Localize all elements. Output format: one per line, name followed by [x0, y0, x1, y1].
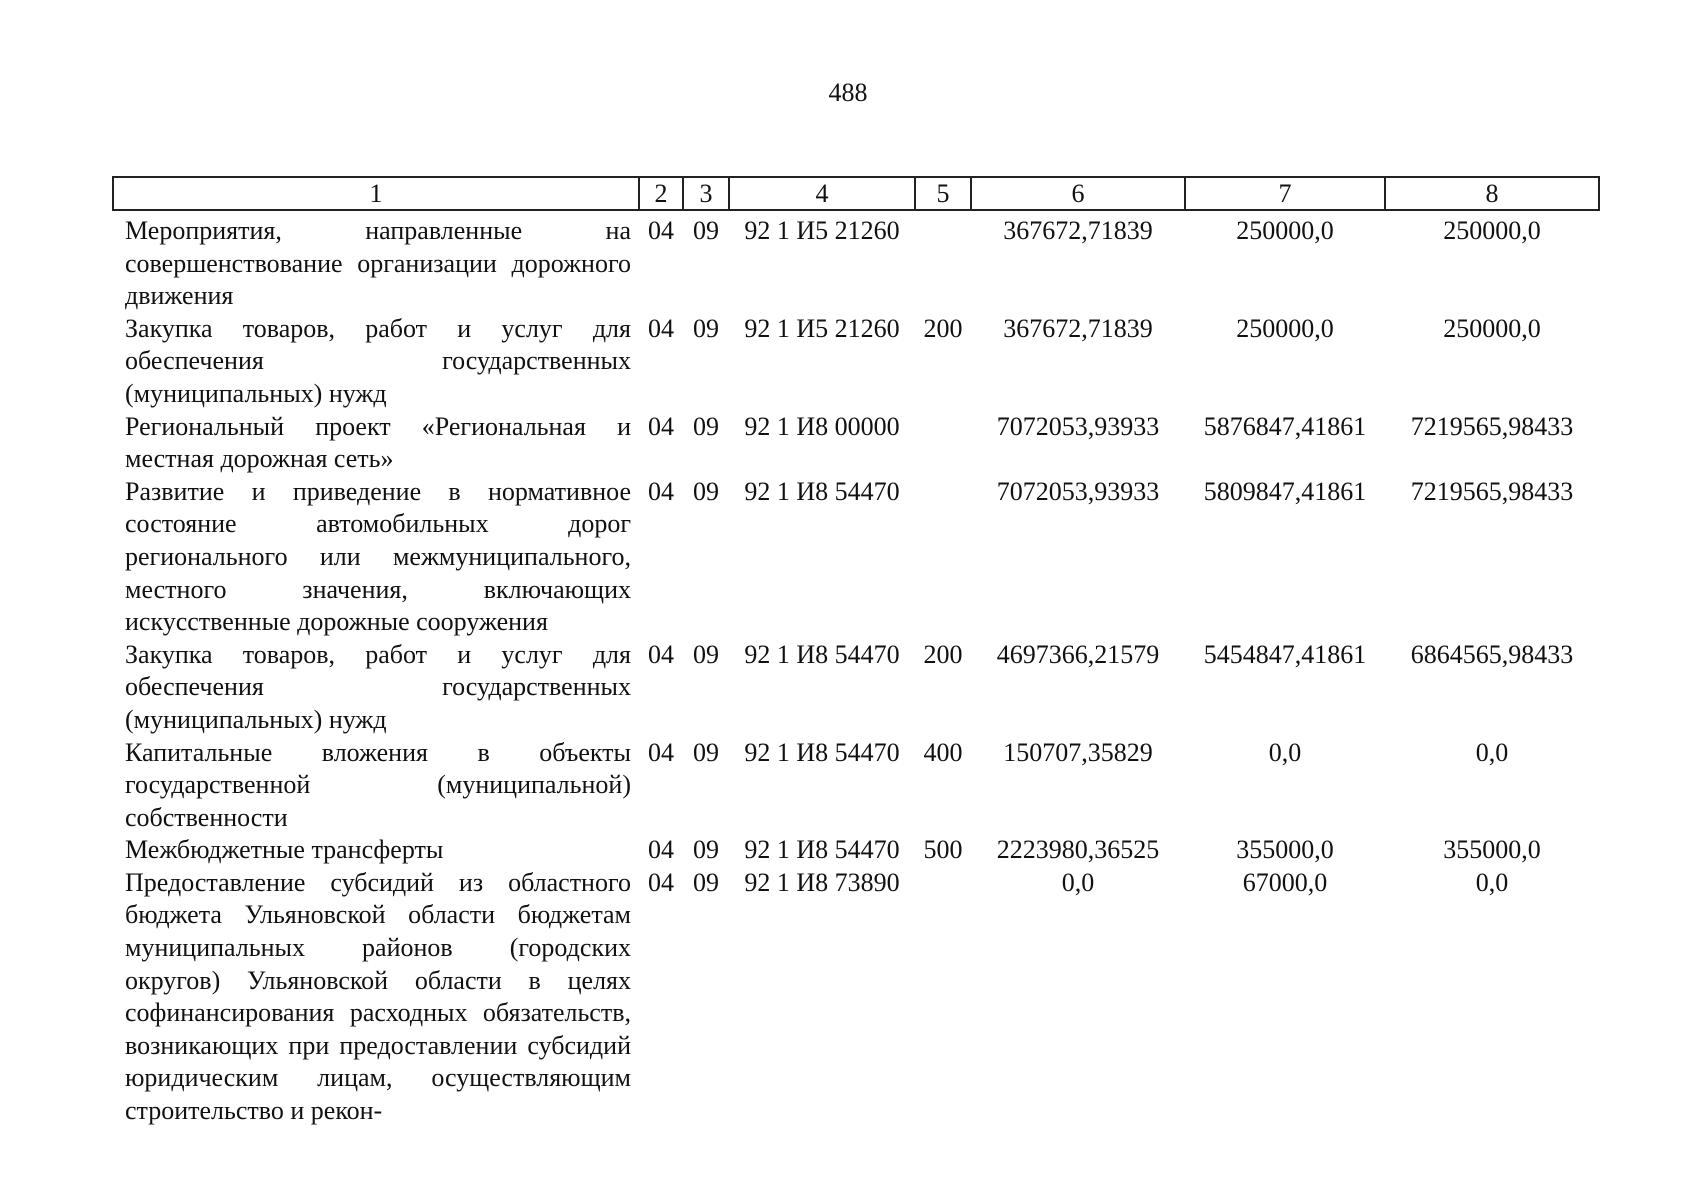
column-header: 5: [915, 177, 971, 210]
section-code: 04: [648, 476, 674, 506]
table-row: [113, 737, 1599, 835]
expense-type-code: 500: [923, 835, 963, 865]
column-header: 1: [113, 177, 639, 210]
amount-col6: 150707,35829: [1003, 737, 1153, 767]
target-article-code: 92 1 И8 73890: [744, 867, 900, 897]
amount-col6: 7072053,93933: [996, 476, 1160, 506]
row-name: Мероприятия, направленные на совершенствование организации дорожного движения: [125, 216, 631, 311]
subsection-code: 09: [693, 476, 719, 506]
amount-col8: 6864565,98433: [1410, 639, 1574, 669]
subsection-code: 09: [693, 737, 719, 767]
target-article-code: 92 1 И8 54470: [744, 737, 900, 767]
expense-type-code: [915, 867, 971, 1128]
expense-type-code: 400: [923, 737, 963, 767]
subsection-code: 09: [693, 639, 719, 669]
subsection-code: 09: [693, 313, 719, 343]
table-row: [113, 411, 1599, 476]
subsection-code: 09: [693, 867, 719, 897]
amount-col8: 355000,0: [1443, 835, 1541, 865]
budget-table: [112, 176, 1600, 1128]
table-row: [113, 476, 1599, 639]
table-header-row: [113, 177, 1599, 210]
amount-col7: 5809847,41861: [1203, 476, 1367, 506]
table-row: [113, 639, 1599, 737]
subsection-code: 09: [693, 411, 719, 441]
row-name: Развитие и приведение в нормативное состояние автомобильных дорог регионального или межмуниципального, местного значения, включающих искусственные дорожные сооружения: [125, 476, 631, 637]
amount-col6: 4697366,21579: [996, 639, 1160, 669]
section-code: 04: [648, 313, 674, 343]
target-article-code: 92 1 И8 00000: [744, 411, 900, 441]
column-header: 6: [971, 177, 1185, 210]
amount-col7: 355000,0: [1236, 835, 1334, 865]
target-article-code: 92 1 И5 21260: [744, 216, 900, 245]
column-header: 8: [1385, 177, 1599, 210]
amount-col8: 0,0: [1475, 867, 1509, 897]
section-code: 04: [648, 835, 674, 865]
target-article-code: 92 1 И8 54470: [744, 476, 900, 506]
amount-col7: 250000,0: [1236, 313, 1334, 343]
amount-col6: 0,0: [1061, 867, 1095, 897]
target-article-code: 92 1 И8 54470: [744, 835, 900, 865]
row-name: Региональный проект «Региональная и местная дорожная сеть»: [125, 411, 631, 474]
row-name: Закупка товаров, работ и услуг для обеспечения государственных (муниципальных) нужд: [125, 313, 631, 408]
amount-col8: 7219565,98433: [1410, 476, 1574, 506]
expense-type-code: 200: [923, 313, 963, 343]
target-article-code: 92 1 И8 54470: [744, 639, 900, 669]
amount-col6: 2223980,36525: [996, 835, 1160, 865]
amount-col6: 7072053,93933: [996, 411, 1160, 441]
section-code: 04: [648, 639, 674, 669]
expense-type-code: 200: [923, 639, 963, 669]
amount-col7: 0,0: [1268, 737, 1302, 767]
section-code: 04: [648, 411, 674, 441]
amount-col8: 250000,0: [1443, 313, 1541, 343]
amount-col7: 5876847,41861: [1203, 411, 1367, 441]
table-row: [113, 867, 1599, 1128]
section-code: 04: [648, 216, 674, 245]
column-header: 7: [1185, 177, 1385, 210]
subsection-code: 09: [693, 835, 719, 865]
amount-col7: 5454847,41861: [1203, 639, 1367, 669]
column-header: 3: [683, 177, 729, 210]
section-code: 04: [648, 737, 674, 767]
section-code: 04: [648, 867, 674, 897]
amount-col6: 367672,71839: [1003, 313, 1153, 343]
expense-type-code: [915, 210, 971, 313]
expense-type-code: [915, 411, 971, 476]
page-number: 488: [828, 78, 868, 107]
amount-col7: 250000,0: [1236, 216, 1334, 245]
amount-col6: 367672,71839: [1003, 216, 1153, 245]
row-name: Капитальные вложения в объекты государственной (муниципальной) собственности: [125, 737, 631, 832]
amount-col7: 67000,0: [1242, 867, 1328, 897]
row-name: Предоставление субсидий из областного бюджета Ульяновской области бюджетам муниципальных районов (городских округов) Ульяновской области в целях софинансирования расходных обязательств, возникающих при предоставлении субсидий юридическим лицам, осуществляющим строительство и рекон-: [125, 867, 631, 1126]
column-header: 4: [729, 177, 915, 210]
column-header: 2: [639, 177, 683, 210]
amount-col8: 7219565,98433: [1410, 411, 1574, 441]
table-row: [113, 834, 1599, 867]
subsection-code: 09: [693, 216, 719, 245]
expense-type-code: [915, 476, 971, 639]
amount-col8: 0,0: [1475, 737, 1509, 767]
amount-col8: 250000,0: [1443, 216, 1541, 245]
table-row: [113, 313, 1599, 411]
table-row: [113, 210, 1599, 313]
target-article-code: 92 1 И5 21260: [744, 313, 900, 343]
row-name: Межбюджетные трансферты: [125, 835, 444, 865]
row-name: Закупка товаров, работ и услуг для обеспечения государственных (муниципальных) нужд: [125, 639, 631, 734]
